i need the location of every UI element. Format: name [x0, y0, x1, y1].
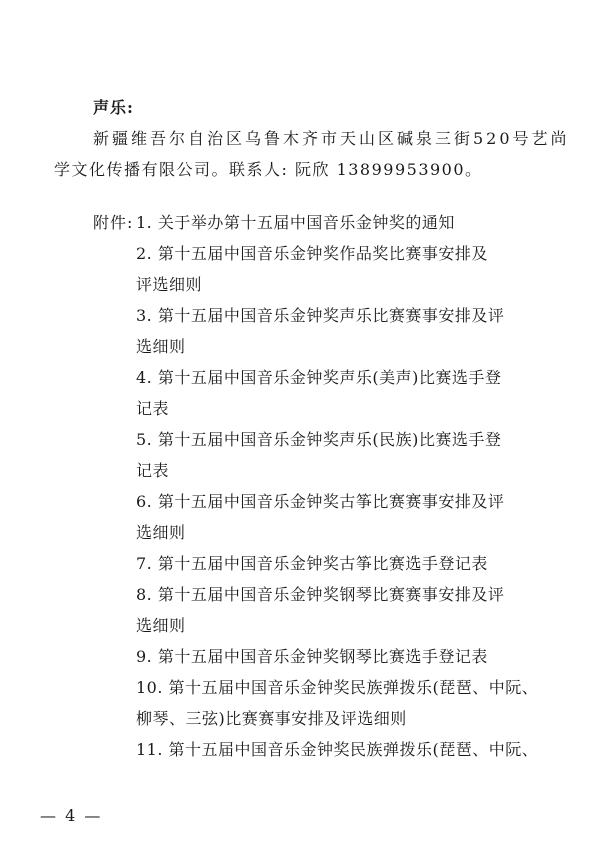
attachment-item-5: 5. 第十五届中国音乐金钟奖声乐(民族)比赛选手登	[136, 430, 502, 449]
attachments-label: 附件:	[93, 213, 134, 232]
attachment-item-6-cont: 选细则	[136, 523, 186, 542]
attachment-item-3: 3. 第十五届中国音乐金钟奖声乐比赛赛事安排及评	[136, 306, 505, 325]
attachment-item-10: 10. 第十五届中国音乐金钟奖民族弹拨乐(琵琶、中阮、	[136, 678, 539, 697]
attachment-item-6: 6. 第十五届中国音乐金钟奖古筝比赛赛事安排及评	[136, 492, 505, 511]
attachment-item-9: 9. 第十五届中国音乐金钟奖钢琴比赛选手登记表	[136, 647, 488, 666]
address-line-2: 学文化传播有限公司。联系人: 阮欣 13899953900。	[54, 160, 483, 179]
attachment-item-2: 2. 第十五届中国音乐金钟奖作品奖比赛事安排及	[136, 244, 488, 263]
attachment-item-3-cont: 选细则	[136, 337, 186, 356]
section-heading: 声乐:	[93, 98, 134, 117]
attachment-item-11: 11. 第十五届中国音乐金钟奖民族弹拨乐(琵琶、中阮、	[136, 740, 539, 759]
attachment-item-2-cont: 评选细则	[136, 275, 203, 294]
attachment-item-4-cont: 记表	[136, 399, 170, 418]
attachment-item-5-cont: 记表	[136, 461, 170, 480]
attachment-item-1: 1. 关于举办第十五届中国音乐金钟奖的通知	[136, 213, 455, 232]
attachment-item-8: 8. 第十五届中国音乐金钟奖钢琴比赛赛事安排及评	[136, 585, 505, 604]
attachment-item-7: 7. 第十五届中国音乐金钟奖古筝比赛选手登记表	[136, 554, 488, 573]
attachment-item-10-cont: 柳琴、三弦)比赛赛事安排及评选细则	[136, 709, 407, 728]
attachment-item-8-cont: 选细则	[136, 616, 186, 635]
attachment-item-4: 4. 第十五届中国音乐金钟奖声乐(美声)比赛选手登	[136, 368, 502, 387]
address-line-1: 新疆维吾尔自治区乌鲁木齐市天山区碱泉三街520号艺尚	[93, 129, 570, 148]
page-number: — 4 —	[40, 806, 103, 825]
